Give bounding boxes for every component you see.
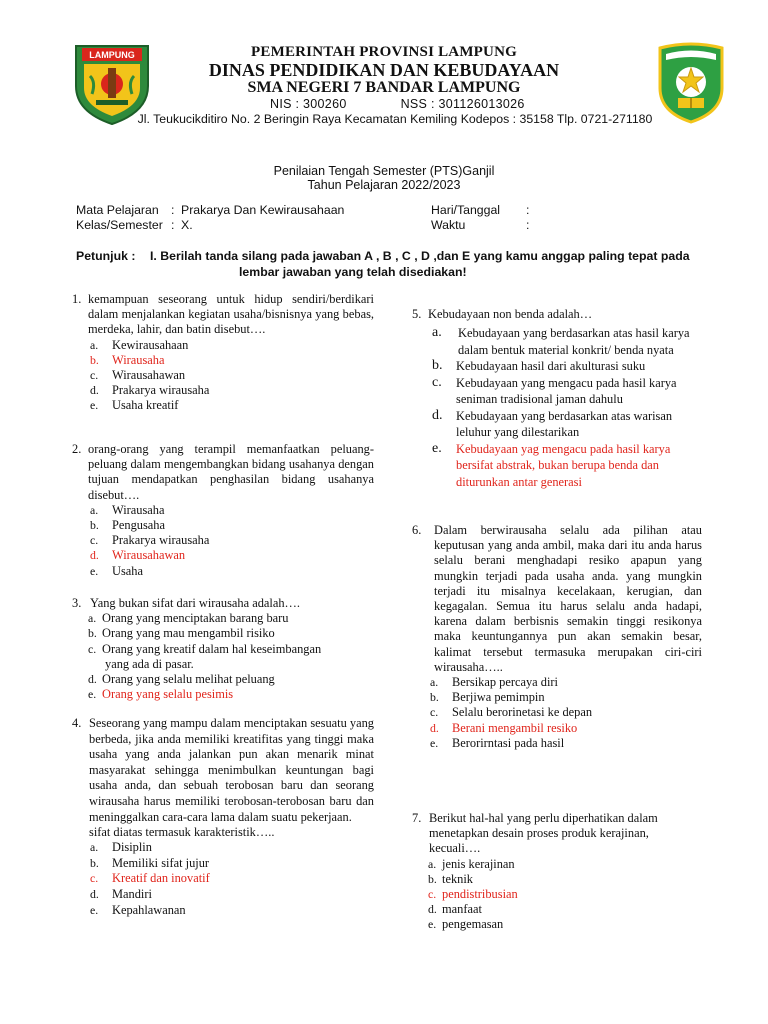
option-b[interactable]: b. Orang yang mau mengambil risiko (88, 626, 275, 641)
question-4: 4. Seseorang yang mampu dalam menciptakan sesuatu yang berbeda, jika anda memiliki kreatifitas yang tinggi maka usaha yang anda jalankan pun akan menarik minat masyarakat sehingga menimbulkan keuntungan bagi usaha anda, dan sebuah terobosan baru dan seorang wirausaha harus memiliki terobosan-terobosan baru dan meninggalkan cara-cara lama dalam suatu pekerjaan. sifat diatas termasuk karakteristik….. a. Disiplin b. Memiliki sifat jujur c. Kreatif dan inovatif d. Mandiri e. Kepahlawanan (72, 716, 374, 917)
option-d[interactable]: d. Prakarya wirausaha (90, 383, 210, 398)
exam-title: Penilaian Tengah Semester (PTS)Ganjil (273, 164, 495, 178)
nis-text: NIS : 300260 (270, 97, 347, 111)
header-province: PEMERINTAH PROVINSI LAMPUNG (251, 44, 517, 60)
option-b[interactable]: b. Kebudayaan hasil dari akulturasi suku (432, 358, 646, 374)
option-c[interactable]: c. Orang yang kreatif dalam hal keseimbangan (88, 641, 322, 656)
option-a[interactable]: a. Wirausaha (90, 502, 165, 517)
option-b[interactable]: b. teknik (428, 871, 473, 886)
question-text: Dalam berwirausaha selalu ada pilihan atau keputusan yang anda ambil, maka dari itu anda harus selalu berani menghadapi resiko apapun yang mungkin terjadi pada usaha anda. yang mungkin terjadi itu misalnya kecelakaan, kerugian, dan kegagalan. Semua itu harus selalu anda hadapi, karena dalam berbisnis semakin tinggi resikonya maka keuntungannya pun akan semakin besar, kalimat tersebut termasuka merupakan ciri-ciri wirausaha….. (434, 523, 702, 674)
question-text: Kebudayaan non benda adalah… (428, 307, 593, 321)
question-text: Berikut hal-hal yang perlu diperhatikan dalam menetapkan desain proses produk kerajinan, kecuali…. (429, 811, 658, 856)
option-e[interactable]: e. Usaha (90, 563, 143, 578)
option-e[interactable]: e. Orang yang selalu pesimis (88, 687, 234, 702)
option-a[interactable]: a. Kebudayaan yang berdasarkan atas hasil karya dalam bentuk material konkrit/ benda nyata (432, 325, 690, 357)
time-row: Waktu : (431, 218, 530, 232)
question-1: 1. kemampuan seseorang untuk hidup sendiri/berdikari dalam menjalankan kegiatan usaha/bisnisnya yang bebas, merdeka, lahir, dan batin disebut…. a. Kewirausahaan b. Wirausaha c. Wirausahawan d. Prakarya wirausaha e. Usaha kreatif (72, 292, 374, 413)
question-5: 5. Kebudayaan non benda adalah… a. Kebudayaan yang berdasarkan atas hasil karya dalam bentuk material konkrit/ benda nyata b. Kebudayaan hasil dari akulturasi suku c. Kebudayaan yang mengacu pada hasil karya seniman tradisional jaman dahulu d. Kebudayaan yang berdasarkan atas warisan leluhur yang dilestarikan e. Kebudayaan yag mengacu pada hasil karya bersifat abstrak, bukan berupa benda dan diturunkan antar generasi (412, 307, 702, 490)
option-b[interactable]: b. Wirausaha (90, 352, 165, 367)
question-text: kemampuan seseorang untuk hidup sendiri/berdikari dalam menjalankan kegiatan usaha/bisnisnya yang bebas, merdeka, lahir, dan batin disebut…. (88, 292, 374, 337)
option-a[interactable]: a. Orang yang menciptakan barang baru (88, 611, 289, 626)
class-value: X. (181, 218, 193, 232)
question-text: Seseorang yang mampu dalam menciptakan sesuatu yang berbeda, jika anda memiliki kreatifitas yang tinggi maka usaha yang anda jalankan pun akan menarik minat masyarakat sehingga menimbulkan keuntungan bagi usaha anda, dan sebuah terobosan baru dan seorang wirausaha harus memiliki terobosan-terobosan baru dan meninggalkan cara-cara lama dalam suatu pekerjaan. (89, 716, 374, 824)
option-c[interactable]: c. Kebudayaan yang mengacu pada hasil karya seniman tradisional jaman dahulu (432, 374, 677, 407)
subject-label: Mata Pelajaran (76, 203, 159, 217)
option-b[interactable]: b. Pengusaha (90, 518, 165, 533)
question-text-2: sifat diatas termasuk karakteristik….. (89, 825, 275, 840)
option-a[interactable]: a. Bersikap percaya diri (430, 675, 558, 690)
exam-year: Tahun Pelajaran 2022/2023 (307, 178, 461, 192)
date-row: Hari/Tanggal : (431, 203, 530, 217)
option-c[interactable]: c. pendistribusian (428, 887, 518, 902)
subject-value: Prakarya Dan Kewirausahaan (181, 203, 345, 217)
school-address: Jl. Teukucikditiro No. 2 Beringin Raya Kecamatan Kemiling Kodepos : 35158 Tlp. 0721-271180 (137, 112, 653, 126)
header-department: DINAS PENDIDIKAN DAN KEBUDAYAAN (208, 60, 560, 80)
question-text: Yang bukan sifat dari wirausaha adalah…. (90, 596, 301, 610)
option-e[interactable]: e. Usaha kreatif (90, 398, 179, 413)
option-a[interactable]: a. Disiplin (90, 840, 152, 855)
option-d[interactable]: d. Orang yang selalu melihat peluang (88, 672, 275, 687)
option-d[interactable]: d. Kebudayaan yang berdasarkan atas warisan leluhur yang dilestarikan (432, 407, 673, 440)
option-b[interactable]: b. Berjiwa pemimpin (430, 690, 545, 705)
instructions (76, 249, 716, 279)
question-text: orang-orang yang terampil memanfaatkan peluang-peluang dalam mengembangkan bidang usahanya dengan tujuan mendapatkan penghasilan bidang usahanya disebut…. (88, 442, 374, 502)
option-c[interactable]: c. Kreatif dan inovatif (90, 871, 210, 886)
question-3: 3. Yang bukan sifat dari wirausaha adalah…. a. Orang yang menciptakan barang baru b. Orang yang mau mengambil risiko c. Orang yang kreatif dalam hal keseimbangan yang ada di pasar. d. Orang yang selalu melihat peluang e. Orang yang selalu pesimis (72, 596, 374, 702)
option-b[interactable]: b. Memiliki sifat jujur (90, 855, 210, 870)
logo-left-text: LAMPUNG (89, 50, 135, 60)
option-e[interactable]: e. pengemasan (428, 917, 504, 932)
option-d[interactable]: d. manfaat (428, 902, 482, 917)
instructions-label: Petunjuk : (76, 249, 136, 263)
option-a[interactable]: a. Kewirausahaan (90, 337, 189, 352)
class-row: Kelas/Semester : X. (76, 218, 193, 232)
option-c[interactable]: c. Prakarya wirausaha (90, 533, 210, 548)
question-2: 2. orang-orang yang terampil memanfaatkan peluang-peluang dalam mengembangkan bidang usahanya dengan tujuan mendapatkan penghasilan bidang usahanya disebut…. a. Wirausaha b. Pengusaha c. Prakarya wirausaha d. Wirausahawan e. Usaha (72, 442, 374, 578)
option-d[interactable]: d. Wirausahawan (90, 548, 186, 563)
school-ids (270, 97, 579, 111)
instructions-line1: I. Berilah tanda silang pada jawaban A , B , C , D ,dan E yang kamu anggap paling tepat pada (150, 249, 690, 263)
instructions-line2: lembar jawaban yang telah disediakan! (239, 265, 467, 279)
question-7: 7. Berikut hal-hal yang perlu diperhatikan dalam menetapkan desain proses produk kerajinan, kecuali…. a. jenis kerajinan b. teknik c. pendistribusian d. manfaat e. pengemasan (412, 811, 702, 933)
option-e[interactable]: e. Kebudayaan yag mengacu pada hasil karya bersifat abstrak, bukan berupa benda dan diturunkan antar generasi (432, 440, 671, 489)
option-e[interactable]: e. Kepahlawanan (90, 902, 186, 917)
option-e[interactable]: e. Berorirntasi pada hasil (430, 735, 565, 750)
header-school: SMA NEGERI 7 BANDAR LAMPUNG (247, 79, 521, 96)
option-d[interactable]: d. Mandiri (90, 886, 152, 901)
option-d[interactable]: d. Berani mengambil resiko (430, 720, 578, 735)
option-c[interactable]: c. Selalu berorinetasi ke depan (430, 705, 593, 720)
class-label: Kelas/Semester (76, 218, 163, 232)
time-label: Waktu (431, 218, 466, 232)
option-c-continued: yang ada di pasar. (105, 656, 194, 671)
nss-text: NSS : 301126013026 (400, 97, 525, 111)
option-a[interactable]: a. jenis kerajinan (428, 856, 515, 871)
subject-row: Mata Pelajaran : Prakarya Dan Kewirausahaan (76, 203, 345, 217)
date-label: Hari/Tanggal (431, 203, 501, 217)
question-6: 6. Dalam berwirausaha selalu ada pilihan atau keputusan yang anda ambil, maka dari itu anda harus selalu berani menghadapi resiko apapun yang mungkin terjadi pada usaha anda. yang mungkin terjadi itu misalnya kecelakaan, kerugian, dan kegagalan. Semua itu harus selalu anda hadapi, karena dalam berbisnis semakin tinggi resikonya maka keuntungannya pun akan semakin besar, kalimat tersebut termasuka merupakan ciri-ciri wirausaha….. a. Bersikap percaya diri b. Berjiwa pemimpin c. Selalu berorinetasi ke depan d. Berani mengambil resiko e. Berorirntasi pada hasil (412, 523, 702, 750)
option-c[interactable]: c. Wirausahawan (90, 368, 186, 383)
